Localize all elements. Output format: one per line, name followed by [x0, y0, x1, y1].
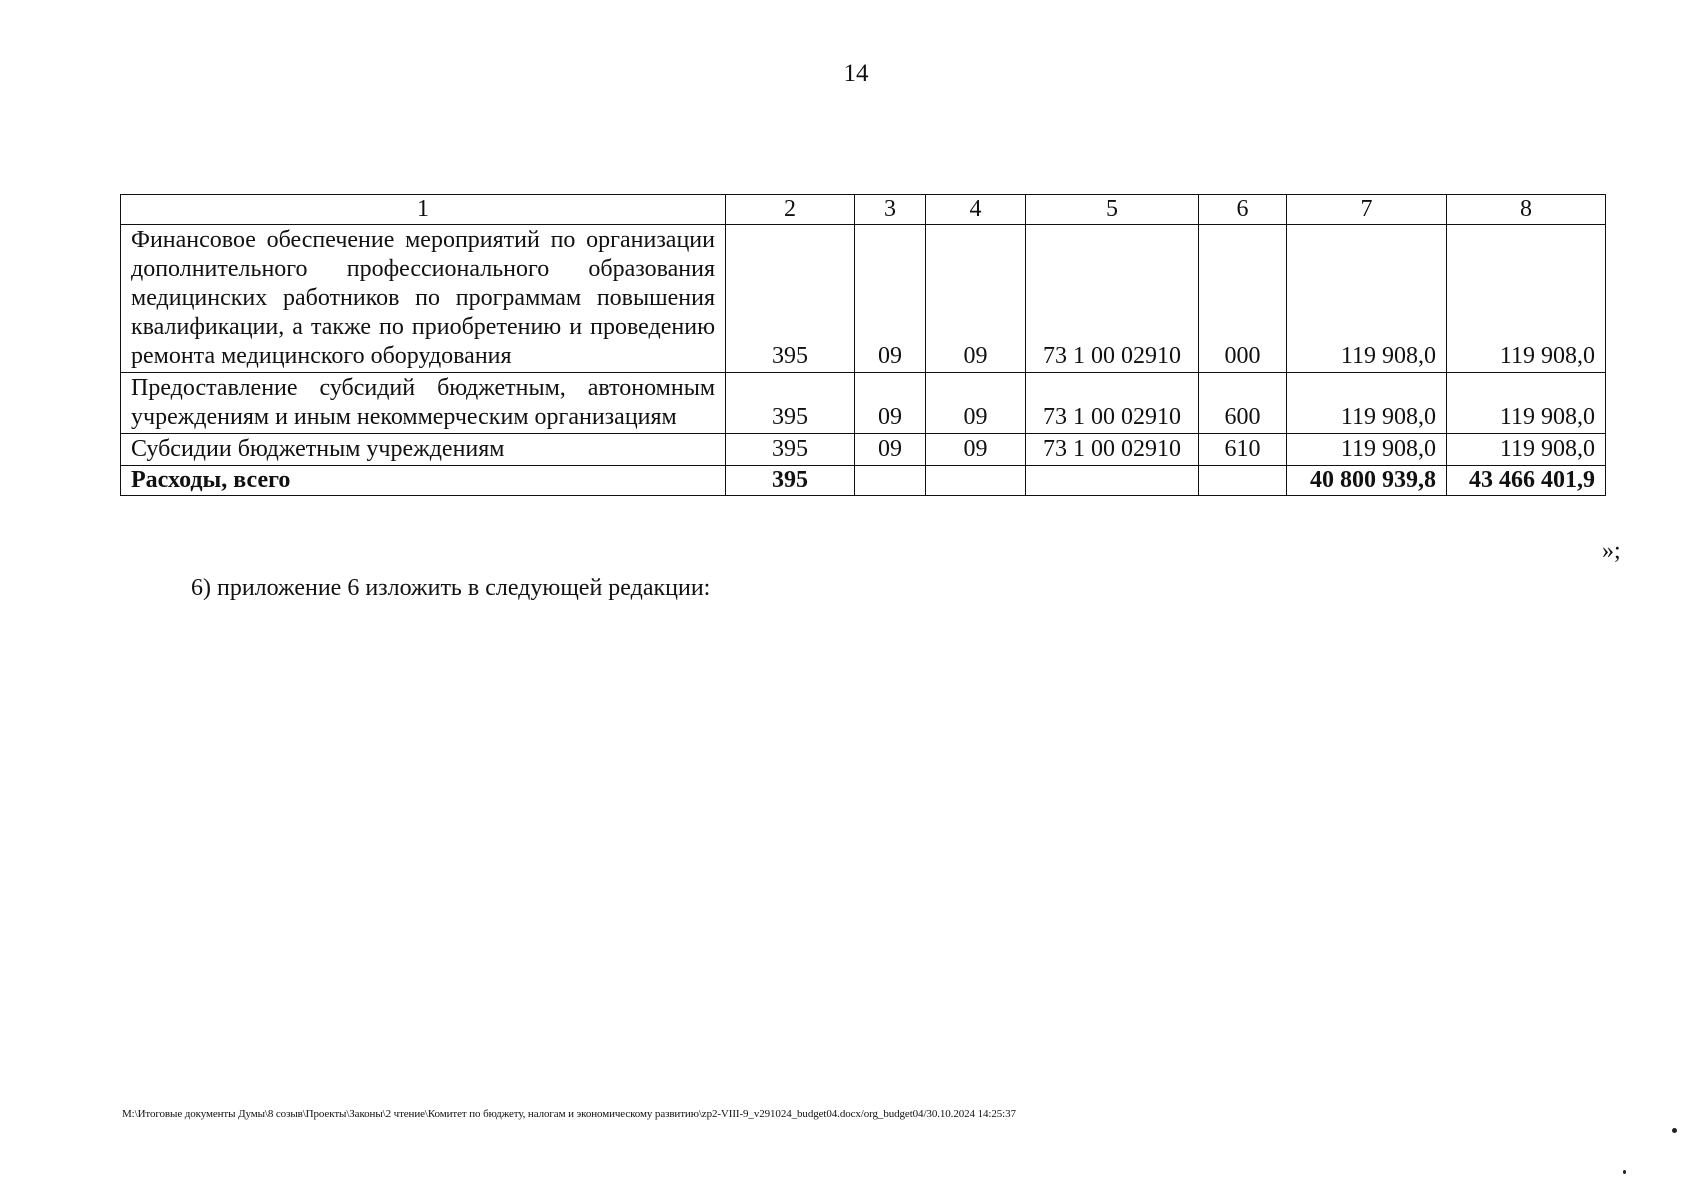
cell-subsection-code: 09 [926, 225, 1026, 373]
header-cell: 5 [1026, 195, 1199, 225]
row-name: Субсидии бюджетным учреждениям [121, 434, 726, 466]
cell-section-code: 09 [855, 373, 926, 434]
cell-amount-col8: 119 908,0 [1447, 225, 1606, 373]
table-row [121, 373, 1606, 434]
row-name: Финансовое обеспечение мероприятий по организации дополнительного профессионального образования медицинских работников по программам повышения квалификации, а также по приобретению и проведению ремонта медицинского оборудования [121, 225, 726, 373]
total-amount-col8: 43 466 401,9 [1447, 466, 1606, 496]
cell-amount-col7: 119 908,0 [1287, 225, 1447, 373]
cell-target-article: 73 1 00 02910 [1026, 225, 1199, 373]
page-number: 14 [843, 60, 869, 87]
closing-quote-mark: »; [1602, 538, 1621, 564]
total-target-article [1026, 466, 1199, 496]
total-subsection-code [926, 466, 1026, 496]
cell-expense-type: 610 [1199, 434, 1287, 466]
cell-expense-type: 600 [1199, 373, 1287, 434]
instruction-text: 6) приложение 6 изложить в следующей редакции: [191, 575, 711, 601]
cell-ministry-code: 395 [726, 373, 855, 434]
cell-amount-col8: 119 908,0 [1447, 434, 1606, 466]
budget-table [120, 194, 1606, 496]
table-header-row [121, 195, 1606, 225]
cell-subsection-code: 09 [926, 434, 1026, 466]
header-cell: 1 [121, 195, 726, 225]
cell-amount-col8: 119 908,0 [1447, 373, 1606, 434]
footer-file-path: M:\Итоговые документы Думы\8 созыв\Проекты\Законы\2 чтение\Комитет по бюджету, налогам и экономическому развитию\zp2-VIII-9_v291024_budget04.docx/org_budget04/30.10.2024 14:25:37 [122, 1108, 1016, 1120]
table-row [121, 225, 1606, 373]
total-amount-col7: 40 800 939,8 [1287, 466, 1447, 496]
header-cell: 7 [1287, 195, 1447, 225]
total-label: Расходы, всего [121, 466, 726, 496]
header-cell: 6 [1199, 195, 1287, 225]
cell-subsection-code: 09 [926, 373, 1026, 434]
cell-ministry-code: 395 [726, 434, 855, 466]
cell-section-code: 09 [855, 434, 926, 466]
total-expense-type [1199, 466, 1287, 496]
cell-expense-type: 000 [1199, 225, 1287, 373]
cell-section-code: 09 [855, 225, 926, 373]
total-ministry-code: 395 [726, 466, 855, 496]
cell-amount-col7: 119 908,0 [1287, 373, 1447, 434]
row-name: Предоставление субсидий бюджетным, автономным учреждениям и иным некоммерческим организациям [121, 373, 726, 434]
scan-artifact-dot [1672, 1128, 1677, 1133]
table-total-row [121, 466, 1606, 496]
header-cell: 3 [855, 195, 926, 225]
cell-amount-col7: 119 908,0 [1287, 434, 1447, 466]
cell-target-article: 73 1 00 02910 [1026, 373, 1199, 434]
scan-artifact-dot [1623, 1170, 1626, 1174]
cell-ministry-code: 395 [726, 225, 855, 373]
header-cell: 2 [726, 195, 855, 225]
header-cell: 4 [926, 195, 1026, 225]
cell-target-article: 73 1 00 02910 [1026, 434, 1199, 466]
table-row [121, 434, 1606, 466]
header-cell: 8 [1447, 195, 1606, 225]
total-section-code [855, 466, 926, 496]
